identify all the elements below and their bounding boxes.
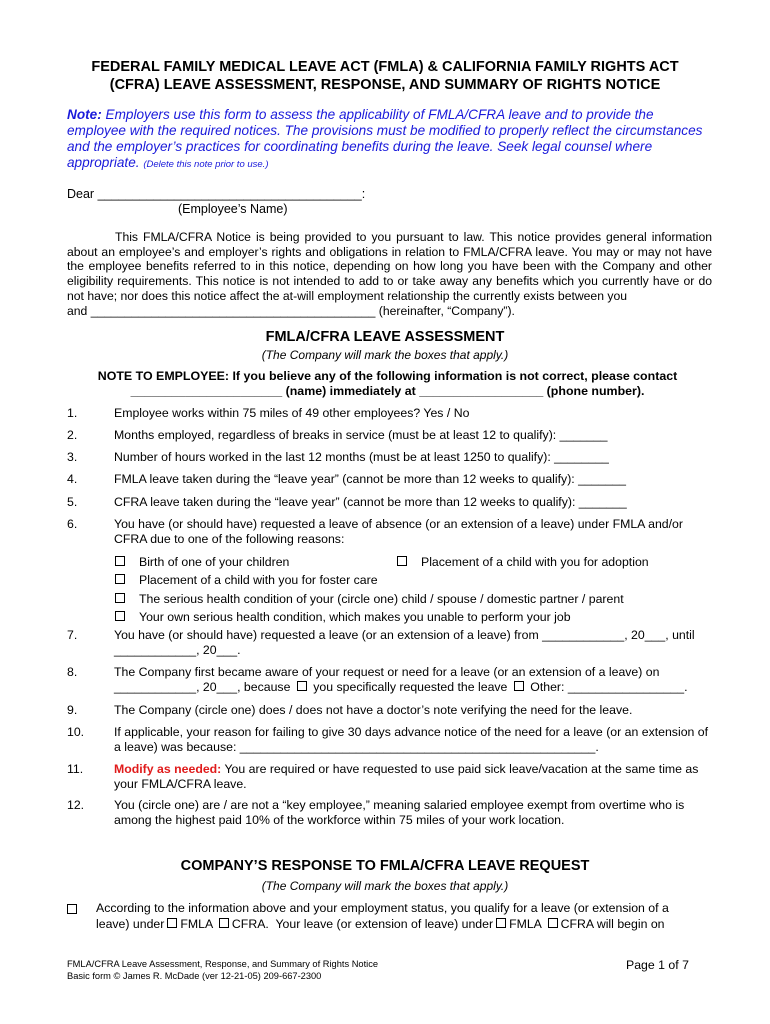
note-text: Employers use this form to assess the applicability of FMLA/CFRA leave and to provide the employee with the required notices. The provisions must be modified to properly reflect the circumstances and the employer’s practices for coordinating benefits during the leave. Seek legal counsel where appropriate.: [67, 107, 703, 170]
list-item: 5. CFRA leave taken during the “leave year” (cannot be more than 12 weeks to qualify): _______: [67, 495, 627, 509]
reason-option[interactable]: Placement of a child with you for foster care: [115, 573, 378, 588]
page-number: Page 1 of 7: [626, 958, 689, 972]
list-item: 4. FMLA leave taken during the “leave year” (cannot be more than 12 weeks to qualify): _______: [67, 472, 626, 486]
response-heading: COMPANY’S RESPONSE TO FMLA/CFRA LEAVE REQUEST: [180, 858, 590, 874]
note-to-employee-line-2: ______________________ (name) immediately at __________________ (phone number).: [130, 384, 645, 398]
assessment-heading: FMLA/CFRA LEAVE ASSESSMENT: [265, 329, 505, 345]
title-line-1: FEDERAL FAMILY MEDICAL LEAVE ACT (FMLA) & CALIFORNIA FAMILY RIGHTS ACT: [91, 59, 679, 75]
list-item: 12. You (circle one) are / are not a “key employee,” meaning salaried employee exempt from overtime who is among the highest paid 10% of the workforce within 75 miles of your work location.: [67, 798, 685, 827]
footer-left: [67, 959, 378, 982]
checkbox[interactable]: [397, 556, 407, 566]
list-item: 2. Months employed, regardless of breaks in service (must be at least 12 to qualify): _______: [67, 428, 608, 442]
checkbox[interactable]: [514, 681, 524, 691]
reason-option[interactable]: Your own serious health condition, which makes you unable to perform your job: [115, 610, 571, 625]
list-item: 3. Number of hours worked in the last 12 months (must be at least 1250 to qualify): ________: [67, 450, 609, 464]
title-line-2: (CFRA) LEAVE ASSESSMENT, RESPONSE, AND SUMMARY OF RIGHTS NOTICE: [109, 77, 661, 93]
checkbox[interactable]: [496, 918, 506, 928]
reason-option[interactable]: Placement of a child with you for adoption: [397, 555, 649, 570]
response-subtitle: (The Company will mark the boxes that apply.): [261, 879, 509, 893]
note-to-employee-line-1: NOTE TO EMPLOYEE: If you believe any of the following information is not correct, please contact: [97, 369, 678, 383]
reason-option[interactable]: The serious health condition of your (circle one) child / spouse / domestic partner / parent: [115, 592, 624, 607]
document-title: [40, 58, 730, 94]
assessment-subtitle: (The Company will mark the boxes that apply.): [261, 348, 509, 362]
employer-note: [67, 107, 707, 173]
checkbox[interactable]: [115, 593, 125, 603]
note-delete-instruction: (Delete this note prior to use.): [143, 159, 269, 170]
response-paragraph: According to the information above and your employment status, you qualify for a leave (or extension of a leave) under FMLA CFRA. Your leave (or extension of leave) under FMLA CFRA will begin on: [67, 901, 712, 932]
intro-text: This FMLA/CFRA Notice is being provided to you pursuant to law. This notice provides general information about an employee’s and employer’s rights and obligations in relation to FMLA/CFRA leave. You may or may not have the employee benefits referred to in this notice, depending on how long you have been with the Company and other eligibility requirements. This notice is not intended to add to or take away any benefits which you currently have or do not have; nor does this notice affect the at-will employment relationship the currently exists between you: [67, 230, 712, 303]
intro-paragraph: [67, 230, 712, 318]
checkbox[interactable]: [115, 556, 125, 566]
intro-last-line: and __________________________________________ (hereinafter, “Company”).: [67, 303, 515, 318]
checkbox[interactable]: [115, 611, 125, 621]
employee-name-label: (Employee’s Name): [178, 202, 288, 216]
footer-line-2: Basic form © James R. McDade (ver 12-21-05) 209-667-2300: [67, 970, 322, 981]
list-item: 1. Employee works within 75 miles of 49 other employees? Yes / No: [67, 406, 470, 420]
checkbox[interactable]: [219, 918, 229, 928]
list-item: 11. Modify as needed: You are required or have requested to use paid sick leave/vacation at the same time as your FMLA/CFRA leave.: [67, 762, 699, 791]
checkbox[interactable]: [115, 574, 125, 584]
list-item: 6. You have (or should have) requested a leave of absence (or an extension of a leave) under FMLA and/or CFRA due to one of the following reasons:: [67, 517, 683, 546]
note-to-employee: [75, 369, 700, 399]
reason-option[interactable]: Birth of one of your children: [115, 555, 289, 570]
list-item: 8. The Company first became aware of your request or need for a leave (or an extension of a leave) on ____________, 20___, because you specifically requested the leave Other: _________________.: [67, 665, 688, 694]
footer-line-1: FMLA/CFRA Leave Assessment, Response, and Summary of Rights Notice: [67, 959, 379, 969]
list-item: 10. If applicable, your reason for failing to give 30 days advance notice of the need for a leave (or an extension of a leave) was because: ____________________________________________________.: [67, 725, 709, 754]
checkbox[interactable]: [297, 681, 307, 691]
salutation: Dear ______________________________________:: [67, 187, 366, 201]
checkbox[interactable]: [67, 904, 77, 914]
note-label: Note:: [67, 107, 102, 122]
list-item: 9. The Company (circle one) does / does not have a doctor’s note verifying the need for the leave.: [67, 703, 633, 717]
list-item: 7. You have (or should have) requested a leave (or an extension of a leave) from ____________, 20___, until ____________, 20___.: [67, 628, 695, 657]
checkbox[interactable]: [548, 918, 558, 928]
checkbox[interactable]: [167, 918, 177, 928]
